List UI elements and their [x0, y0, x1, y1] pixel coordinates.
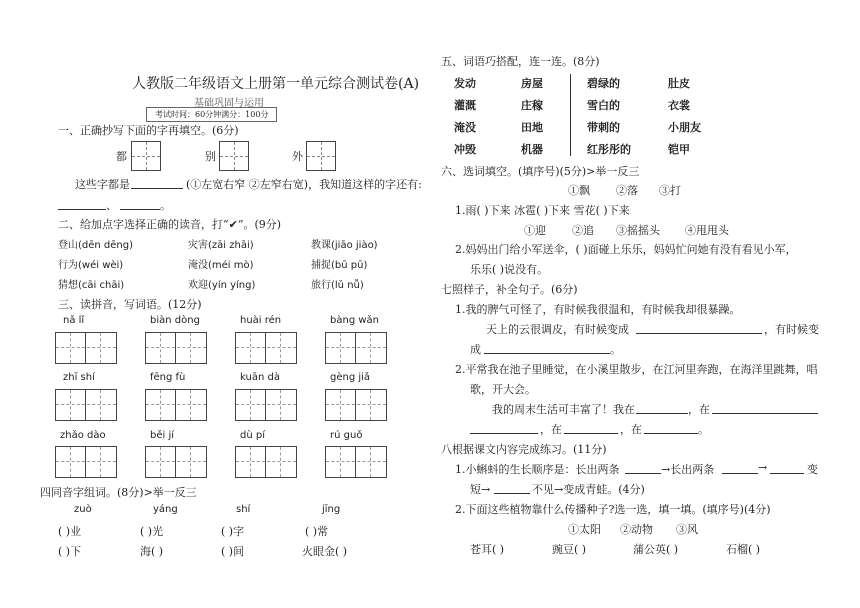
q5-word[interactable]: 小朋友 [668, 121, 701, 134]
q2-item[interactable]: 灾害(zāi zhāi) [188, 240, 254, 251]
q1-text-b: (①左宽右窄 ②左窄右宽)，我知道这样的字还有: [186, 178, 422, 191]
q7-blank-1[interactable] [636, 321, 762, 334]
q5-word[interactable]: 庄稼 [521, 99, 543, 112]
q7-s2c-a: 我的周末生活可丰富了！我在 [492, 403, 635, 416]
q8-s1e: 短→ [470, 483, 491, 496]
q1-heading: 一、正确抄写下面的字再填空。(6分) [58, 124, 239, 137]
q5-word[interactable]: 房屋 [521, 77, 543, 90]
exam-subtitle: 基础巩固与运用 [194, 98, 264, 109]
q8-option: ③风 [676, 523, 698, 536]
q1-sep-1: 、 [106, 199, 117, 212]
q8-plant[interactable]: 蒲公英( ) [633, 543, 679, 556]
q8-blank-2[interactable] [722, 461, 758, 474]
q8-plant[interactable]: 豌豆( ) [552, 543, 587, 556]
q4-blank[interactable]: 海( ) [140, 545, 164, 558]
q4-blank[interactable]: ( )下 [58, 545, 82, 558]
q8-option: ①太阳 [568, 523, 601, 536]
q6-option: ④甩甩头 [685, 224, 729, 237]
q6-option: ③打 [659, 184, 681, 197]
q3-pinyin: gèng jiǎ [330, 372, 371, 383]
q7-sentence-2a: 2.平常我在池子里睡觉，在小溪里散步，在江河里奔跑，在海洋里跳舞，唱 [455, 363, 818, 376]
q7-s2d-e: 。 [698, 423, 709, 436]
q3-write-grid[interactable] [145, 332, 207, 364]
q3-write-grid[interactable] [325, 446, 387, 478]
q3-pinyin: kuān dà [240, 372, 280, 383]
q5-word[interactable]: 带刺的 [587, 121, 620, 134]
q6-option: ①迎 [524, 224, 546, 237]
q3-write-grid[interactable] [55, 332, 117, 364]
q7-sentence-1: 1.我的脾气可怪了，有时候我很温和，有时候我却很暴躁。 [455, 303, 741, 316]
q3-pinyin: zhǎo dào [60, 430, 106, 441]
q8-plant[interactable]: 石榴( ) [726, 543, 761, 556]
q4-pinyin: yáng [153, 504, 178, 515]
q1-write-box-2[interactable] [219, 141, 249, 171]
q8-s1a: 1.小蝌蚪的生长顺序是：长出两条 [455, 463, 620, 476]
q2-item[interactable]: 欢迎(yín yíng) [188, 280, 256, 291]
q8-s1c: → [758, 461, 768, 474]
q1-char-2: 别 [205, 150, 216, 163]
q5-word[interactable]: 衣裳 [668, 99, 690, 112]
q3-write-grid[interactable] [325, 389, 387, 421]
q3-pinyin: huài rén [240, 315, 282, 326]
q2-item[interactable]: 教课(jiāo jiào) [311, 240, 378, 251]
q4-pinyin: zuò [74, 504, 92, 515]
q3-write-grid[interactable] [235, 389, 297, 421]
q3-write-grid[interactable] [235, 446, 297, 478]
q7-blank-7[interactable] [644, 421, 698, 434]
q3-write-grid[interactable] [235, 332, 297, 364]
q7-blank-5[interactable] [470, 421, 538, 434]
q3-pinyin: zhī shí [63, 372, 95, 383]
q2-item[interactable]: 登山(dēn dēng) [58, 240, 134, 251]
q6-option: ①飘 [568, 184, 590, 197]
q7-s2d-c: ，在 [540, 423, 562, 436]
q2-heading: 二、给加点字选择正确的读音，打“✔”。(9分) [58, 218, 282, 231]
q8-s1b: →长出两条 [661, 463, 715, 476]
q7-s1b-b: ，有时候变 [764, 323, 819, 336]
q3-write-grid[interactable] [325, 332, 387, 364]
q4-pinyin: shí [236, 504, 251, 515]
q6-heading: 六、选词填空。(填序号)(5分)>举一反三 [441, 165, 640, 178]
q1-char-1: 都 [116, 150, 127, 163]
q2-item[interactable]: 旅行(lǔ nǚ) [311, 280, 364, 291]
q1-blank-example-2[interactable] [120, 197, 160, 210]
q3-write-grid[interactable] [145, 389, 207, 421]
q3-pinyin: fēng fù [150, 372, 186, 383]
q1-write-box-1[interactable] [131, 141, 161, 171]
q5-heading: 五、词语巧搭配，连一连。(8分) [441, 55, 600, 68]
q5-word[interactable]: 碧绿的 [587, 77, 620, 90]
q8-s1d: 变 [807, 463, 818, 476]
q5-word[interactable]: 铠甲 [668, 143, 690, 156]
q7-blank-3[interactable] [636, 401, 688, 414]
q5-word[interactable]: 冲毁 [454, 143, 476, 156]
exam-meta: 考试时间：60分钟满分：100分 [146, 107, 277, 122]
q2-item[interactable]: 猜想(cāi chāi) [58, 280, 125, 291]
q3-heading: 三、读拼音，写词语。(12分) [58, 298, 202, 311]
q6-option: ③摇摇头 [616, 224, 660, 237]
q3-write-grid[interactable] [55, 446, 117, 478]
q1-blank-structure[interactable] [131, 176, 183, 189]
q7-blank-4[interactable] [712, 401, 818, 414]
q6-option: ②追 [572, 224, 594, 237]
q4-blank[interactable]: ( )间 [221, 545, 245, 558]
q7-blank-6[interactable] [564, 421, 618, 434]
q7-heading: 七照样子，补全句子。(6分) [441, 283, 578, 296]
q3-pinyin: biàn dòng [150, 315, 200, 326]
q5-word[interactable]: 田地 [521, 121, 543, 134]
q2-item[interactable]: 行为(wéi wèi) [58, 260, 124, 271]
q4-blank[interactable]: ( )业 [58, 525, 82, 538]
q8-blank-1[interactable] [625, 461, 661, 474]
q1-text-a: 这些字都是 [75, 178, 130, 191]
q1-write-box-3[interactable] [306, 141, 336, 171]
q4-blank[interactable]: ( )字 [221, 525, 245, 538]
q7-s1b-c: 成 [470, 343, 481, 356]
q5-divider [570, 74, 571, 156]
q1-sep-2: 。 [160, 199, 171, 212]
q7-s1b-a: 天上的云很调皮，有时候变成 [486, 323, 629, 336]
q7-s2d-d: ，在 [620, 423, 642, 436]
q5-word[interactable]: 淹没 [454, 121, 476, 134]
q8-blank-4[interactable] [494, 481, 530, 494]
q5-word[interactable]: 发动 [454, 77, 476, 90]
q7-sentence-2b: 歌，开大会。 [470, 383, 536, 396]
q4-blank[interactable]: ( )光 [140, 525, 164, 538]
q3-pinyin: běi jí [150, 430, 175, 441]
q8-heading: 八根据课文内容完成练习。(11分) [441, 443, 607, 456]
q8-blank-3[interactable] [770, 461, 804, 474]
q8-option: ②动物 [620, 523, 653, 536]
q1-char-3: 外 [292, 150, 303, 163]
q6-line-2b[interactable]: 乐乐( )说没有。 [470, 263, 549, 276]
q3-write-grid[interactable] [55, 389, 117, 421]
q4-pinyin: jīng [322, 504, 341, 515]
q3-pinyin: nǎ lǐ [63, 315, 85, 326]
q6-line-2a[interactable]: 2.妈妈出门给小军送伞，( )面碰上乐乐，妈妈忙问她有没有看见小军， [455, 243, 797, 256]
q4-blank[interactable]: 火眼金( ) [302, 545, 348, 558]
q3-pinyin: dù pí [240, 430, 265, 441]
q1-blank-example-1[interactable] [58, 197, 106, 210]
q4-heading: 四同音字组词。(8分)>举一反三 [40, 486, 197, 499]
q3-write-grid[interactable] [145, 446, 207, 478]
q5-word[interactable]: 机器 [521, 143, 543, 156]
q5-word[interactable]: 红彤彤的 [587, 143, 631, 156]
q8-plant[interactable]: 苍耳( ) [470, 543, 505, 556]
q7-s2c-b: ，在 [688, 403, 710, 416]
q7-s1b-d: 。 [610, 343, 621, 356]
exam-title: 人教版二年级语文上册第一单元综合测试卷(A) [132, 76, 420, 92]
q2-item[interactable]: 捕捉(bū pū) [311, 260, 368, 271]
q6-line-1[interactable]: 1.雨( )下来 冰雹( )下来 雪花( )下来 [455, 204, 630, 217]
q4-blank[interactable]: ( )常 [305, 525, 329, 538]
q5-word[interactable]: 灌溉 [454, 99, 476, 112]
q8-s2: 2.下面这些植物靠什么传播种子?选一选，填一填。(填序号)(4分) [455, 503, 771, 516]
q5-word[interactable]: 雪白的 [587, 99, 620, 112]
q7-blank-2[interactable] [484, 341, 610, 354]
q6-option: ②落 [616, 184, 638, 197]
q3-pinyin: rú guǒ [330, 430, 363, 441]
q8-s1f: 不见→变成青蛙。(4分) [532, 483, 645, 496]
q5-word[interactable]: 肚皮 [668, 77, 690, 90]
q3-pinyin: bàng wǎn [330, 315, 379, 326]
q2-item[interactable]: 淹没(méi mò) [188, 260, 254, 271]
